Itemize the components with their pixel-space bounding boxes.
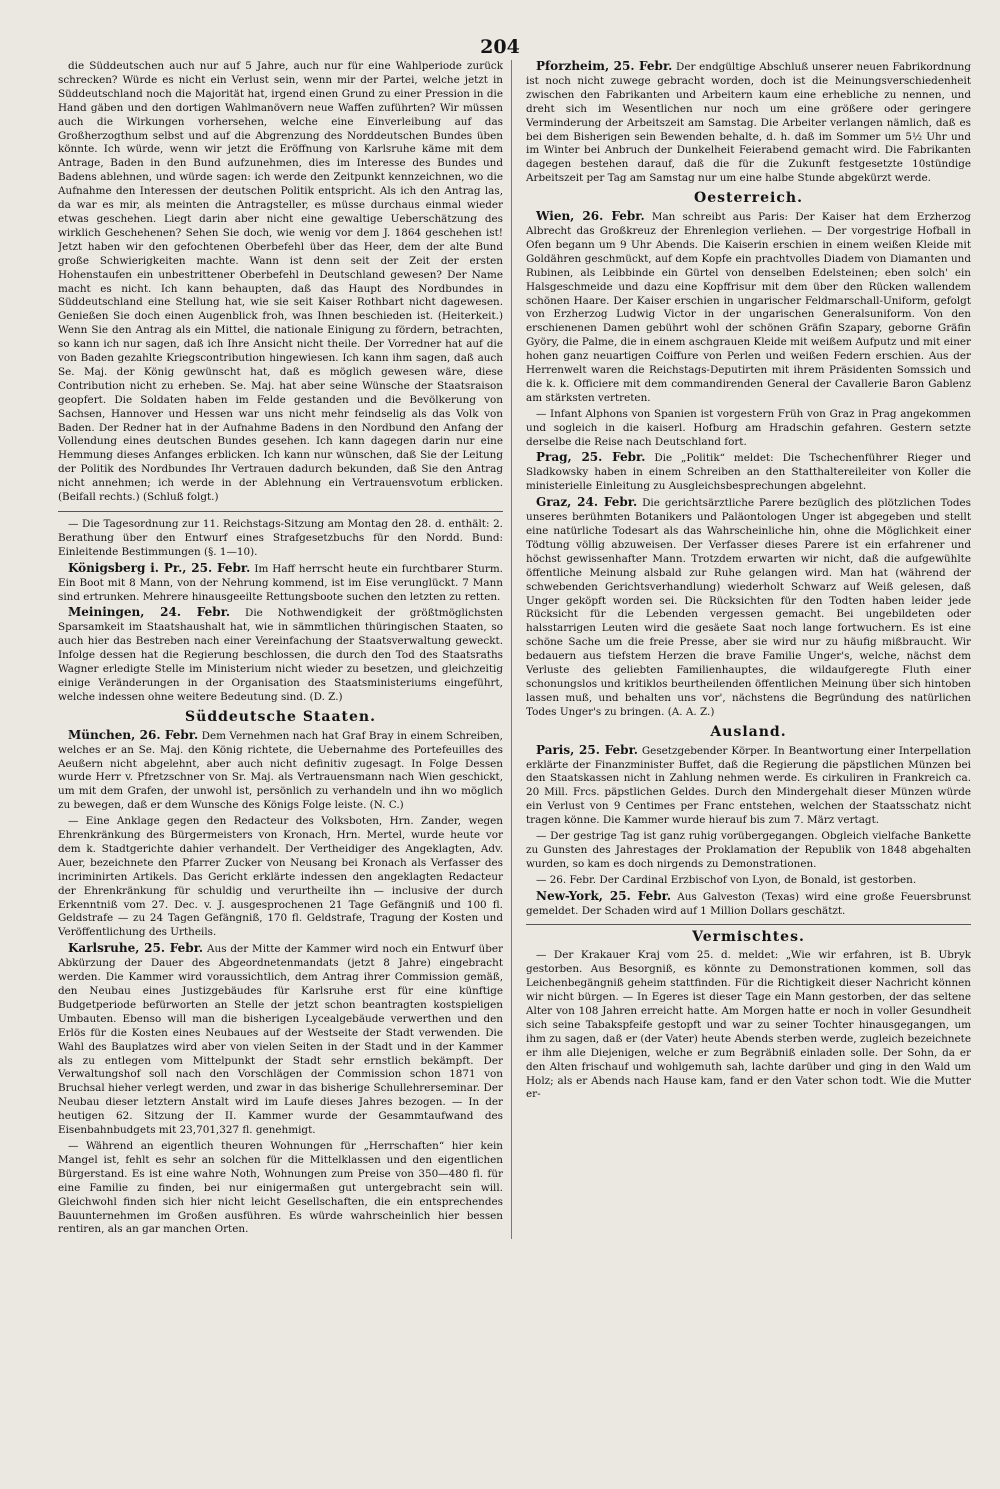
paragraph: Die gerichtsärztliche Parere bezüglich des plötzlichen Todes unseres berühmten Botanikers und Paläontologen Unger ist abgegeben und stellt eine natürliche Todesart als das Wahrscheinliche hin, ohne die Möglichkeit einer Tödtung völlig abzuweisen. Der Verfasser dieses Parere ist ein erfahrener und höchst gewissenhafter Mann. Trotzdem erwarten wir nicht, daß die aufgewühlte öffentliche Meinung alsbald zur Ruhe gelangen wird. Man hat (während der schwebenden Gerichtsverhandlung) wiederholt Schwarz auf Weiß gelesen, daß Unger geköpft worden sei. Die Rücksichten für den Todten haben leider jede Rücksicht für die Lebenden vergessen gemacht. Bei ungebildeten oder halsstarrigen Leuten wird die gesäete Saat noch lange fortwuchern. Es ist eine schöne Sache um die freie Presse, aber sie wird nur zu häufig mißbraucht. Wir bedauern aus tiefstem Herzen die brave Familie Unger's, welche, nächst dem Verluste des geliebten Familienhauptes, die wildaufgeregte Fluth einer schonungslos und kritiklos beurtheilenden öffentlichen Meinung über sich hintoben lassen muß, und behalten uns vor', nächstens die Begründung des natürlichen Todes Unger's zu bringen. (A. A. Z.)	[526, 497, 971, 718]
news-item	[526, 496, 971, 720]
paragraph: Die „Politik“ meldet: Die Tschechenführer Rieger und Sladkowsky haben in einem Schreiben an den Statthaltereileiter von Koller die ministerielle Einleitung zu Ausgleichsbesprechungen abgelehnt.	[526, 452, 971, 493]
section-heading: Ausland.	[710, 723, 787, 740]
dateline: Prag, 25. Febr.	[536, 450, 646, 465]
paragraph: Dem Vernehmen nach hat Graf Bray in einem Schreiben, welches er an Se. Maj. den König richtete, die Uebernahme des Portefeuilles des Aeußern nicht abgelehnt, aber auch nicht definitiv zugesagt. In Folge Dessen wurde Herr v. Pfretzschner von Sr. Maj. als Vertrauensmann nach Wien geschickt, um mit dem Grafen, der unwohl ist, persönlich zu verhandeln und ihn wo möglich zu bewegen, daß er dem Wunsche des Königs Folge leiste. (N. C.)	[58, 729, 503, 812]
news-item: — 26. Febr. Der Cardinal Erzbischof von Lyon, de Bonald, ist gestorben.	[536, 873, 917, 886]
dateline: Pforzheim, 25. Febr.	[536, 60, 673, 73]
section-heading: Vermischtes.	[692, 929, 805, 946]
left-column	[58, 60, 512, 1239]
paragraph: Die Nothwendigkeit der größtmöglichsten Sparsamkeit im Staatshaushalt hat, wie in sämmtlichen thüringischen Staaten, so auch hier das Bestreben nach einer Vereinfachung der Staatsverwaltung geweckt. Infolge dessen hat die Regierung beschlossen, die durch den Tod des Staatsraths Wagner erledigte Stelle im Ministerium nicht wieder zu besetzen, und gleichzeitig einige Veränderungen in der Organisation des Staatsministeriums eingeführt, welche indessen ohne weitere Bedeutung sind. (D. Z.)	[58, 607, 503, 703]
news-item: — Infant Alphons von Spanien ist vorgestern Früh von Graz in Prag angekommen und sogleich in die kaiserl. Hofburg am Hradschin gefahren. Gestern setzte derselbe die Reise nach Deutschland fort.	[526, 407, 971, 448]
paragraph: Der endgültige Abschluß unserer neuen Fabrikordnung ist noch nicht zuwege gebracht worden, doch ist die Meinungsverschiedenheit zwischen den Fabrikanten und Arbeitern kaum eine erhebliche zu nennen, und dreht sich im Wesentlichen nur noch um eine größere oder geringere Verminderung der Arbeitszeit am Samstag. Die Arbeiter verlangen nämlich, daß es bei dem Bisherigen sein Bewenden behalte, d. h. daß im Sommer um 5½ Uhr und im Winter bei Anbruch der Dunkelheit Feierabend gemacht wird. Die Fabrikanten dagegen bestehen darauf, daß die für die Zukunft festgesetzte 10stündige Arbeitszeit per Tag am Samstag nur um eine halbe Stunde abgekürzt werde.	[526, 61, 971, 185]
paragraph: Man schreibt aus Paris: Der Kaiser hat dem Erzherzog Albrecht das Großkreuz der Ehrenlegion verliehen. — Der vorgestrige Hofball in Ofen begann um 9 Uhr Abends. Die Kaiserin erschien in einem weißen Kleide mit Goldähren geschmückt, auf dem Kopfe ein prachtvolles Diadem von Diamanten und Rubinen, als Leibbinde ein Gürtel von denselben Edelsteinen; eben solch' ein Halsgeschmeide und dazu eine Kopffrisur mit dem über den Rücken wallendem schönen Haare. Der Kaiser erschien in ungarischer Feldmarschall-Uniform, gefolgt von Erzherzog Ludwig Victor in der ungarischen Generalsuniform. Von den erschienenen Damen gebührt wohl der schönen Gräfin Szapary, geborne Gräfin Györy, die Palme, die in einem aschgrauen Kleide mit weißem Aufputz und mit einer hohen ganz neuartigen Coiffure von Perlen und weißen Federn erschien. Aus der Herrenwelt waren die Reichstags-Deputirten mit ihrem Präsidenten Somssich und die k. k. Officiere mit dem commandirenden General der Cavallerie Baron Gablenz am stärksten vertreten.	[526, 211, 971, 404]
dateline: Karlsruhe, 25. Febr.	[68, 941, 204, 956]
news-item: — Eine Anklage gegen den Redacteur des Volksboten, Hrn. Zander, wegen Ehrenkränkung des Bürgermeisters von Kronach, Hrn. Mertel, wurde heute vor dem k. Stadtgerichte dahier verhandelt. Der Vertheidiger des Angeklagten, Adv. Auer, bezeichnete den Pfarrer Zucker von Neusang bei Kronach als Verfasser des incriminirten Artikels. Das Gericht erklärte indessen den angeklagten Redacteur der Ehrenkränkung für schuldig und verurtheilte ihn — inclusive der durch Erkenntniß vom 27. Dec. v. J. ausgesprochenen 21 Tage Gefängniß und 100 fl. Geldstrafe — zu 24 Tagen Gefängniß, 170 fl. Geldstrafe, Tragung der Kosten und Veröffentlichung des Urtheils.	[58, 815, 503, 939]
dateline: New-York, 25. Febr.	[536, 888, 672, 903]
news-item: — Während an eigentlich theuren Wohnungen für „Herrschaften“ hier kein Mangel ist, fehlt es sehr an solchen für die Mittelklassen und den eigentlichen Bürgerstand. Es ist eine wahre Noth, Wohnungen zum Preise von 350—480 fl. für eine Familie zu finden, bei nur einigermaßen gut untergebracht sein will. Gleichwohl finden sich hier nicht leicht Gesellschaften, die ein entsprechendes Bauunternehmen im Großen ausführen. Es würde wahrscheinlich hier bessen rentiren, als an gar manchen Orten.	[58, 1139, 503, 1236]
divider	[526, 924, 971, 925]
dateline: München, 26. Febr.	[68, 727, 199, 742]
paragraph: Im Haff herrscht heute ein furchtbarer Sturm. Ein Boot mit 8 Mann, von der Nehrung kommend, ist im Eise verunglückt. 7 Mann sind ertrunken. Mehrere hinausgeeilte Rettungsboote suchen den letzten zu retten.	[58, 562, 503, 603]
section-heading: Oesterreich.	[694, 190, 803, 207]
dateline: Meiningen, 24. Febr.	[68, 605, 231, 620]
news-item	[526, 210, 971, 406]
columns	[58, 60, 976, 1239]
dateline: Graz, 24. Febr.	[536, 495, 638, 510]
news-item	[526, 890, 971, 919]
news-item: — Der gestrige Tag ist ganz ruhig vorübergegangen. Obgleich vielfache Bankette zu Gunsten des Jahrestages der Proklamation der Republik von 1848 abgehalten wurden, so kam es doch nirgends zu Demonstrationen.	[526, 830, 971, 870]
continued-note: (Schluß folgt.)	[142, 491, 219, 504]
news-item: — Der Krakauer Kraj vom 25. d. meldet: „Wie wir erfahren, ist B. Ubryk gestorben. Aus Besorgniß, es könnte zu Demonstrationen kommen, soll das Leichenbegängniß geheim stattfinden. Für die Richtigkeit dieser Nachricht können wir nicht bürgen. — In Egeres ist dieser Tage ein Mann gestorben, der das seltene Alter von 108 Jahren erreicht hatte. Am Morgen hatte er noch in voller Gesundheit sich seine Tabakspfeife gestopft und war zu seiner Tochter hinausgegangen, um ihm zu sagen, daß er (der Vater) heute Abends sterben werde, zugleich bezeichnete er ihm alle Diejenigen, welche er zum Begräbniß einladen solle. Der Sohn, da er den Alten frischauf und wohlgemuth sah, lachte darüber und ging in den Wald um Holz; als er Abends nach Hause kam, fand er den Vater schon todt. Wie die Mutter er-	[526, 949, 971, 1101]
news-item	[58, 729, 503, 813]
page-number: 204	[480, 36, 520, 58]
dateline: Wien, 26. Febr.	[536, 209, 645, 224]
paragraph: Aus der Mitte der Kammer wird noch ein Entwurf über Abkürzung der Dauer des Abgeordnetenmandats (jetzt 8 Jahre) eingebracht werden. Die Kammer wird voraussichtlich, dem Antrag ihrer Commission gemäß, den Neubau eines Justizgebäudes für Karlsruhe erst für eine künftige Budgetperiode befürworten an Stelle der jetzt schon beantragten kostspieligen Umbauten. Ebenso will man die bisherigen Lycealgebäude verwerthen und den Erlös für die Kosten eines Neubaues auf der Westseite der Stadt verwenden. Die Wahl des Bauplatzes wird aber von vielen Seiten in der Stadt und in der Kammer als zu entlegen vom Mittelpunkt der Stadt sehr ernstlich bekämpft. Der Verwaltungshof soll nach den Vorschlägen der Commission schon 1871 von Bruchsal hieher verlegt werden, und zwar in das bisherige Schullehrerseminar. Der Neubau dieser letztern Anstalt wird im Laufe dieses Jahres bezogen. — In der heutigen 62. Sitzung der II. Kammer wurde der Gesammtaufwand des Eisenbahnbudgets mit 23,701,327 fl. genehmigt.	[58, 943, 503, 1137]
divider	[58, 511, 503, 512]
paragraph: die Süddeutschen auch nur auf 5 Jahre, auch nur für eine Wahlperiode zurück schrecken? Würde es nicht ein Verlust sein, wenn mir der Partei, welche jetzt in Süddeutschland noch die Majorität hat, irgend einen Grund zu einer Pression in die Hand gäben und den dortigen Wahlmanövern neue Waffen zuführten? Wir müssen auch die Wirkungen vorhersehen, welche eine Einverleibung auf das Großherzogthum selbst und auf die Abgrenzung des Norddeutschen Bundes üben könnte. Ich würde, wenn wir jetzt die Eröffnung von Karlsruhe käme mit dem Antrage, Baden in den Bund aufzunehmen, dies im Interesse des Bundes und Badens ablehnen, und würde sagen: ich werde den Zeitpunkt kennzeichnen, wo die Aufnahme den Interessen der deutschen Politik entspricht. Als ich den Antrag las, da war es mir, als meinten die Antragsteller, es müsse durchaus einmal wieder etwas geschehen. Liegt darin aber nicht eine gewaltige Ueberschätzung des wirklich Geschehenen? Sehen Sie doch, wie wenig vor dem J. 1864 geschehen ist! Jetzt haben wir den gefochtenen Oberbefehl über das Heer, dem der alte Bund große Schwierigkeiten machte. Wann ist denn seit der Zeit der ersten Hohenstaufen ein unbestrittener Oberbefehl in Deutschland gewesen? Der Name macht es nicht. Ich kann behaupten, daß das Haupt des Nordbundes in Süddeutschland eine Stellung hat, wie sie seit Kaiser Rothbart nicht dagewesen. Genießen Sie doch einen Augenblick froh, was Ihnen beschieden ist. (Heiterkeit.) Wenn Sie den Antrag als ein Mittel, die nationale Einigung zu fördern, betrachten, so kann ich nur sagen, daß ich Ihre Ansicht nicht theile. Der Vorredner hat auf die von Baden gezahlte Kriegscontribution hingewiesen. Ich kann ihm sagen, daß auch Se. Maj. der König gewünscht hat, daß es möglich gewesen wäre, diese Contribution nicht zu erheben. Se. Maj. hat aber seine Wünsche der Staatsraison geopfert. Die Soldaten haben im Felde gestanden und die Bevölkerung von Sachsen, Hannover und Hessen war uns nicht mehr feindselig als das Volk von Baden. Der Redner hat in der Aufnahme Badens in den Nordbund den Anfang der Vollendung eines deutschen Bundes gesehen. Ich kann dagegen darin nur eine Hemmung dieses Anfanges erblicken. Ich kann nur wünschen, daß Sie der Leitung der Politik des Nordbundes Ihr Vertrauen dadurch bekunden, daß Sie den Antrag nicht annehmen; ich werde in der Ablehnung ein Vertrauensvotum erblicken. (Beifall rechts.)	[58, 60, 503, 504]
news-item	[58, 942, 503, 1138]
news-item	[58, 562, 503, 605]
news-item	[526, 451, 971, 494]
article-text	[58, 60, 503, 505]
news-item	[526, 744, 971, 828]
section-heading: Süddeutsche Staaten.	[185, 708, 376, 725]
paragraph: Gesetzgebender Körper. In Beantwortung einer Interpellation erklärte der Finanzminister Buffet, daß die Regierung die päpstlichen Münzen bei den Staatskassen nicht in Zahlung nehmen werde. Es cirkuliren in Frankreich ca. 20 Mill. Frcs. päpstlichen Geldes. Durch den Mindergehalt dieser Münzen würde ein Verlust von 9 Centimes per Franc entstehen, welchen der Staatsschatz nicht tragen könne. Die Kammer wurde hierauf bis zum 7. März vertagt.	[526, 744, 971, 827]
dateline: Paris, 25. Febr.	[536, 742, 638, 757]
right-column	[526, 60, 971, 1239]
agenda-item: — Die Tagesordnung zur 11. Reichstags-Sitzung am Montag den 28. d. enthält: 2. Berathung über den Entwurf eines Strafgesetzbuchs für den Nordd. Bund: Einleitende Bestimmungen (§. 1—10).	[58, 518, 503, 558]
dateline: Königsberg i. Pr., 25. Febr.	[68, 560, 251, 575]
paragraph: Aus Galveston (Texas) wird eine große Feuersbrunst gemeldet. Der Schaden wird auf 1 Million Dollars geschätzt.	[526, 890, 971, 917]
news-item	[58, 606, 503, 704]
news-item	[526, 60, 971, 186]
